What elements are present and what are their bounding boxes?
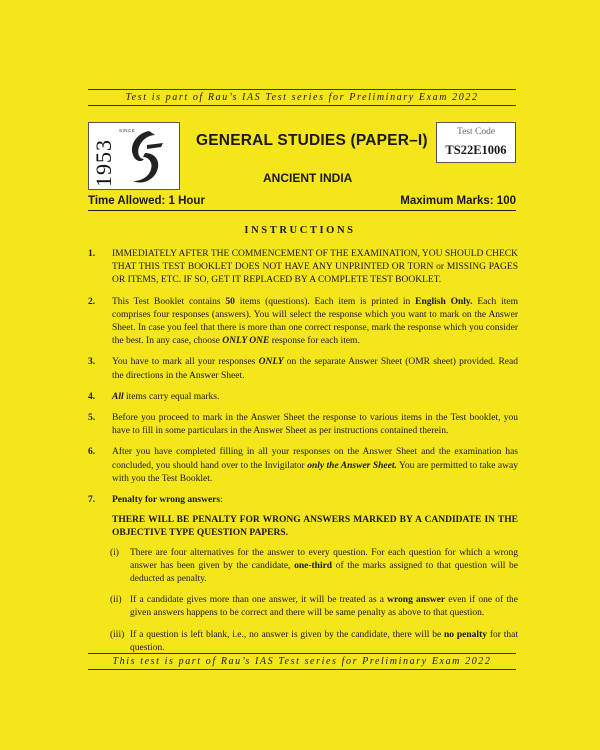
time-allowed: Time Allowed: 1 Hour — [88, 195, 205, 207]
test-code-label: Test Code — [456, 127, 496, 137]
bottom-banner — [88, 653, 516, 670]
instructions-list — [88, 248, 518, 663]
penalty-subitem: (i) There are four alternatives for the answer to every question. For each question for which a wrong answer has been given by the candidate, one-third of the marks assigned to that question will be deducted as penalty. — [110, 547, 519, 585]
top-banner-text: Test is part of Rau’s IAS Test series for Preliminary Exam 2022 — [125, 92, 479, 103]
instruction-item: 5. Before you proceed to mark in the Answer Sheet the response to various items in the Test booklet, you have to fill in some particulars in the Answer Sheet as per instructions contained therein. — [88, 413, 518, 437]
instruction-item: 6. After you have completed filling in all your responses on the Answer Sheet and the examination has concluded, you should hand over to the Invigilator only the Answer Sheet. You are permitted to take away with you the Test Booklet. — [88, 447, 518, 484]
instruction-item: 1. IMMEDIATELY AFTER THE COMMENCEMENT OF THE EXAMINATION, YOU SHOULD CHECK THAT THIS TEST BOOKLET DOES NOT HAVE ANY UNPRINTED OR TORN or MISSING PAGES OR ITEMS, ETC. IF SO, GET IT REPLACED BY A COMPLETE TEST BOOKLET. — [88, 249, 518, 286]
paper-title: GENERAL STUDIES (PAPER–I) — [196, 132, 428, 149]
instruction-item: 2. This Test Booklet contains 50 items (questions). Each item is printed in English Only. Each item comprises four responses (answers). You will select the response which you want to mark on the Answer Sheet. In case you feel that there is more than one correct response, mark the response which you consider the best. In any case, choose ONLY ONE response for each item. — [88, 296, 519, 347]
time-marks-row — [88, 195, 516, 211]
instruction-item-penalty: 7. Penalty for wrong answers: THERE WILL BE PENALTY FOR WRONG ANSWERS MARKED BY A CANDIDATE IN THE OBJECTIVE TYPE QUESTION PAPERS. (i) There are four alternatives for the answer to every question. For each question for which a wrong answer has been given by the candidate, one-third of the marks assigned to that question will be deducted as penalty. (ii) If a candidate gives more than one answer, it will be treated as a wrong answer even if one of the given answers happens to be correct and there will be same penalty as above to that question. (iii) If a question is left blank, i.e., no answer is given by the candidate, there will be no penalty for that question. — [88, 494, 518, 655]
top-banner — [88, 89, 516, 106]
test-code-value: TS22E1006 — [445, 143, 507, 157]
logo-emblem-icon — [89, 123, 179, 189]
paper-subtitle: ANCIENT INDIA — [263, 171, 353, 185]
instructions-heading: INSTRUCTIONS — [244, 225, 356, 236]
penalty-subitem: (ii) If a candidate gives more than one answer, it will be treated as a wrong answer even if one of the given answers happens to be correct and there will be same penalty as above to that question. — [110, 595, 518, 619]
test-code-box — [436, 122, 516, 163]
logo-year: 1953 — [91, 139, 116, 187]
logo — [88, 122, 180, 190]
bottom-banner-text: This test is part of Rau’s IAS Test series for Preliminary Exam 2022 — [112, 656, 492, 667]
penalty-subitem: (iii) If a question is left blank, i.e., no answer is given by the candidate, there will be no penalty for that question. — [110, 629, 518, 653]
maximum-marks: Maximum Marks: 100 — [400, 195, 516, 207]
instruction-item: 3. You have to mark all your responses ONLY on the separate Answer Sheet (OMR sheet) provided. Read the directions in the Answer Sheet. — [88, 357, 518, 381]
instruction-item: 4. All items carry equal marks. — [88, 391, 220, 402]
svg-text:SINCE: SINCE — [119, 128, 136, 133]
